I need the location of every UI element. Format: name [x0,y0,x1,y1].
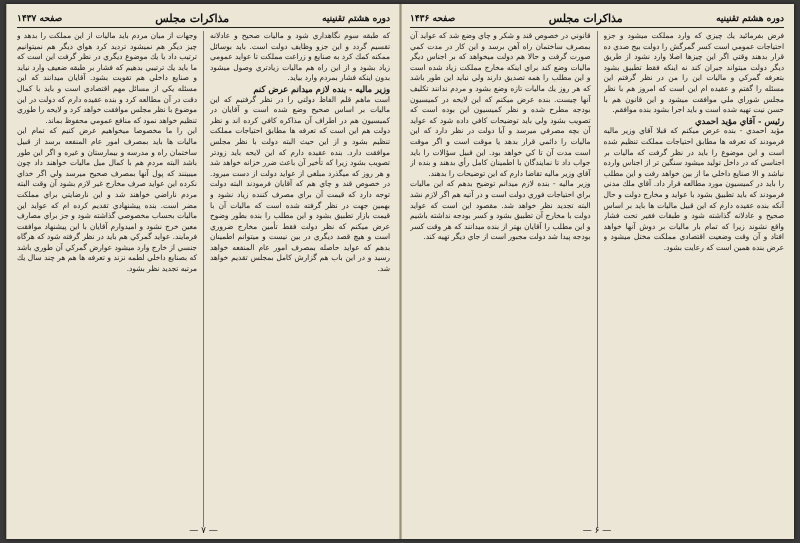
left-page-columns [17,31,390,527]
left-page [6,4,400,539]
left-page-column-right [210,31,390,527]
left-col2-speaker: وزير ماليه - بنده لازم ميدانم عرض كنم [253,83,390,94]
left-col1-para-1: وجهات از ميان مردم بايد ماليات از اين مملكت را بدهد و چيز ديگر هم نميشود ترديد كرد هواي ديگر هم نميتوانيم ترتيب داد يا يك موضوع ديگري در نظر گرفت اين است كه ما بايد يك ترتيبي بدهيم كه فشار بر طبقه ضعيف وارد نيايد و صنايع داخلي هم تقويت بشود. آقايان ميدانند كه اين مسئله يكي از مسائل مهم اقتصادي است و بايد با كمال دقت در آن مطالعه كرد و بنده عقيده دارم كه دولت در اين موضوع با نظر مجلس موافقت خواهد كرد و لايحه را طوري تنظيم خواهد نمود كه منافع عمومي محفوظ بماند. [17,31,197,125]
right-col2-para-2: وزير ماليه - بنده لازم ميدانم توضيح بدهم كه اين ماليات براي احتياجات فوري دولت است و در آتيه هم اگر لازم نشد البته تجديد نظر خواهد شد. مقصود اين است كه عوايد دولت با مخارج آن تطبيق بشود و كسر بودجه نداشته باشيم و اين مطلب را آقايان بهتر از بنده ميدانند كه هر وقت كسر بودجه پيدا شد دولت مجبور است از جاي ديگر تهيه كند. [410,179,591,242]
left-col2-para-1: كه طبقه سوم نگاهداري شود و ماليات صحيح و عادلانه تقسيم گردد و اين جزو وظايف دولت است. بايد بوسائل ممكنه كمك كرد به صنايع و زراعت مملكت تا عوايد عمومي زياد بشود و از اين راه هم ماليات زيادتري وصول ميشود بدون اينكه فشار بمردم وارد بيايد. [210,31,390,83]
left-page-column-left [17,31,197,527]
column-divider [203,31,204,527]
left-header-page-number: صفحه ۱۴۳۷ [17,13,63,24]
left-page-header [17,12,390,28]
right-page-column-left [410,31,591,527]
book-gutter [399,4,402,539]
right-page-number: — ۶ — [582,526,612,536]
left-col2-para-2: است ماهم قلم الفاظ دولتي را در نظر گرفتيم كه اين ماليات بر اساس صحيح وضع شده است و آقايان در كميسيون هم در اطراف آن مذاكره كافي كرده اند و نظر دولت هم اين است كه تعرفه ها مطابق احتياجات مملكت تنظيم بشود و از اين حيث البته دولت با نظر مجلس موافقت دارد. بنده عقيده دارم كه اين لايحه بايد زودتر تصويب بشود زيرا كه تأخير آن باعث ضرر خزانه خواهد شد و هر روز كه ميگذرد مبلغي از عوايد دولت از دست ميرود. در خصوص قند و چاي هم كه آقايان فرمودند البته دولت توجه دارد كه قيمت آن براي مصرف كننده زياد نشود و بهمين جهت در نظر گرفته شده است كه ماليات آن با قيمت بازار تطبيق بشود و اين مطلب را بنده بطور وضوح عرض ميكنم كه نظر دولت فقط تأمين مخارج ضروري است و هيچ قصد ديگري در بين نيست و ميتوانم اطمينان بدهم كه عوايد حاصله بمصرف امور عام المنفعه خواهد رسيد و در اين باب هم گزارش كامل بمجلس تقديم خواهد شد. [210,94,390,274]
right-col1-para-2: مؤيد احمدي - بنده عرض ميكنم كه قبلا آقاي وزير ماليه فرمودند كه تعرفه ها مطابق احتياجات مملكت تنظيم شده است و اين موضوع را بايد در نظر گرفت كه ماليات بر اجناسي كه در داخل توليد ميشود سنگين تر از اجناس وارده نباشد و الا صنايع داخلي ما از بين خواهد رفت و اين مطلب را بايد در كميسيون مورد مطالعه قرار داد. آقاي ملك مدني فرمودند كه بايد تطبيق بشود با عوايد و مخارج دولت و حال آنكه بنده عقيده دارم كه اين قبيل ماليات ها بايد بر اساس صحيح و عادلانه گذاشته شود و طبقات فقير تحت فشار واقع نشوند زيرا كه تمام بار ماليات بر دوش آنها خواهد افتاد و آن وقت وضعيت اقتصادي مملكت مختل ميشود و عرض بنده همين است كه رعايت بشود. [603,126,784,252]
right-col1-para-1: فرض بفرمائيد يك چيزي كه وارد مملكت ميشود و جزو احتياجات عمومي است كسر گمرگش را دولت بيج صدي ده قرار بدهند وقتي اگر اين چيزها اصلا وارد نشود از طريق ديگر دولت ميتواند جبران كند نه اينكه فقط تطبيق بشود بتعرفه گمركي و ماليات اين را من در نظر گرفتم اين مسئله را گفتم و عقيده ام اين است كه امروز هم با نظر مجلس شوراي ملي موافقت ميشود و اين قانون هم با حسن نيت تهيه شده است و بايد اجرا بشود بنده موافقم. [603,31,784,115]
right-header-page-number: صفحه ۱۴۳۶ [410,13,456,24]
right-col2-para-1: قانوني در خصوص قند و شكر و چاي وضع شد كه عوايد آن بمصرف ساختمان راه آهن برسد و اين كار در مدت كمي صورت گرفت و حالا هم دولت ميخواهد كه بر اجناس ديگر ماليات وضع كند براي اينكه مخارج مملكت زياد شده است و اين مطلب را همه تصديق دارند ولي نبايد اين طور باشد كه هر روز يك ماليات تازه وضع بشود و مردم ندانند تكليف آنها چيست. بنده عرض ميكنم كه اين لايحه در كميسيون بودجه مطرح شده و نظر كميسيون اين بوده است كه تصويب بشود ولي بايد توضيحات كافي داده شود كه عوايد آن بچه مصرفي ميرسد و آيا دولت در نظر دارد كه اين ماليات را دائمي قرار بدهد يا موقت است و اگر موقت است مدت آن تا كي خواهد بود. اين قبيل سؤالات را بايد جواب داد تا نمايندگان با اطمينان كامل رأي بدهند و بنده از آقاي وزير ماليه تقاضا دارم كه اين توضيحات را بدهند. [410,31,591,178]
right-col1-speaker: رئيس - آقاي مؤيد احمدي [695,115,784,126]
right-page-column-right [604,31,785,527]
left-header-title: مذاكرات مجلس [155,12,230,25]
right-page-columns [410,31,784,527]
right-header-session: دوره هشتم تقنينيه [716,13,784,24]
left-header-session: دوره هشتم تقنينيه [322,13,390,24]
left-col1-para-2: اين را ما مخصوصا ميخواهيم عرض كنيم كه تمام اين ماليات ها بايد بمصرف امور عام المنفعه برسد از قبيل ساختمان راه و مدرسه و بيمارستان و غيره و اگر اين طور باشد البته مردم هم با كمال ميل ماليات خواهند داد چون ميبينند كه پول آنها بمصرف صحيح ميرسد ولي اگر خداي نكرده اين عوايد صرف مخارج غير لازم بشود آن وقت البته مردم ناراضي خواهند شد و اين نارضايتي براي مملكت مضر است. بنده پيشنهادي تقديم كرده ام كه عوايد اين ماليات بحساب مخصوصي گذاشته شود و جز براي مصارف معين خرج نشود و اميدوارم آقايان با اين پيشنهاد موافقت فرمايند. عوايد گمركي هم بايد در نظر گرفته شود كه هرگاه جنسي از خارج وارد ميشود عوارض گمركي آن طوري باشد كه بصنايع داخلي لطمه نزند و تعرفه ها هم هر چند سال يك مرتبه تجديد نظر بشود. [17,126,197,274]
left-page-number: — ۷ — [189,526,218,536]
right-page-header [410,12,784,28]
right-page [400,4,794,539]
column-divider [597,31,598,527]
right-header-title: مذاكرات مجلس [548,12,623,25]
book-spread [6,4,794,539]
